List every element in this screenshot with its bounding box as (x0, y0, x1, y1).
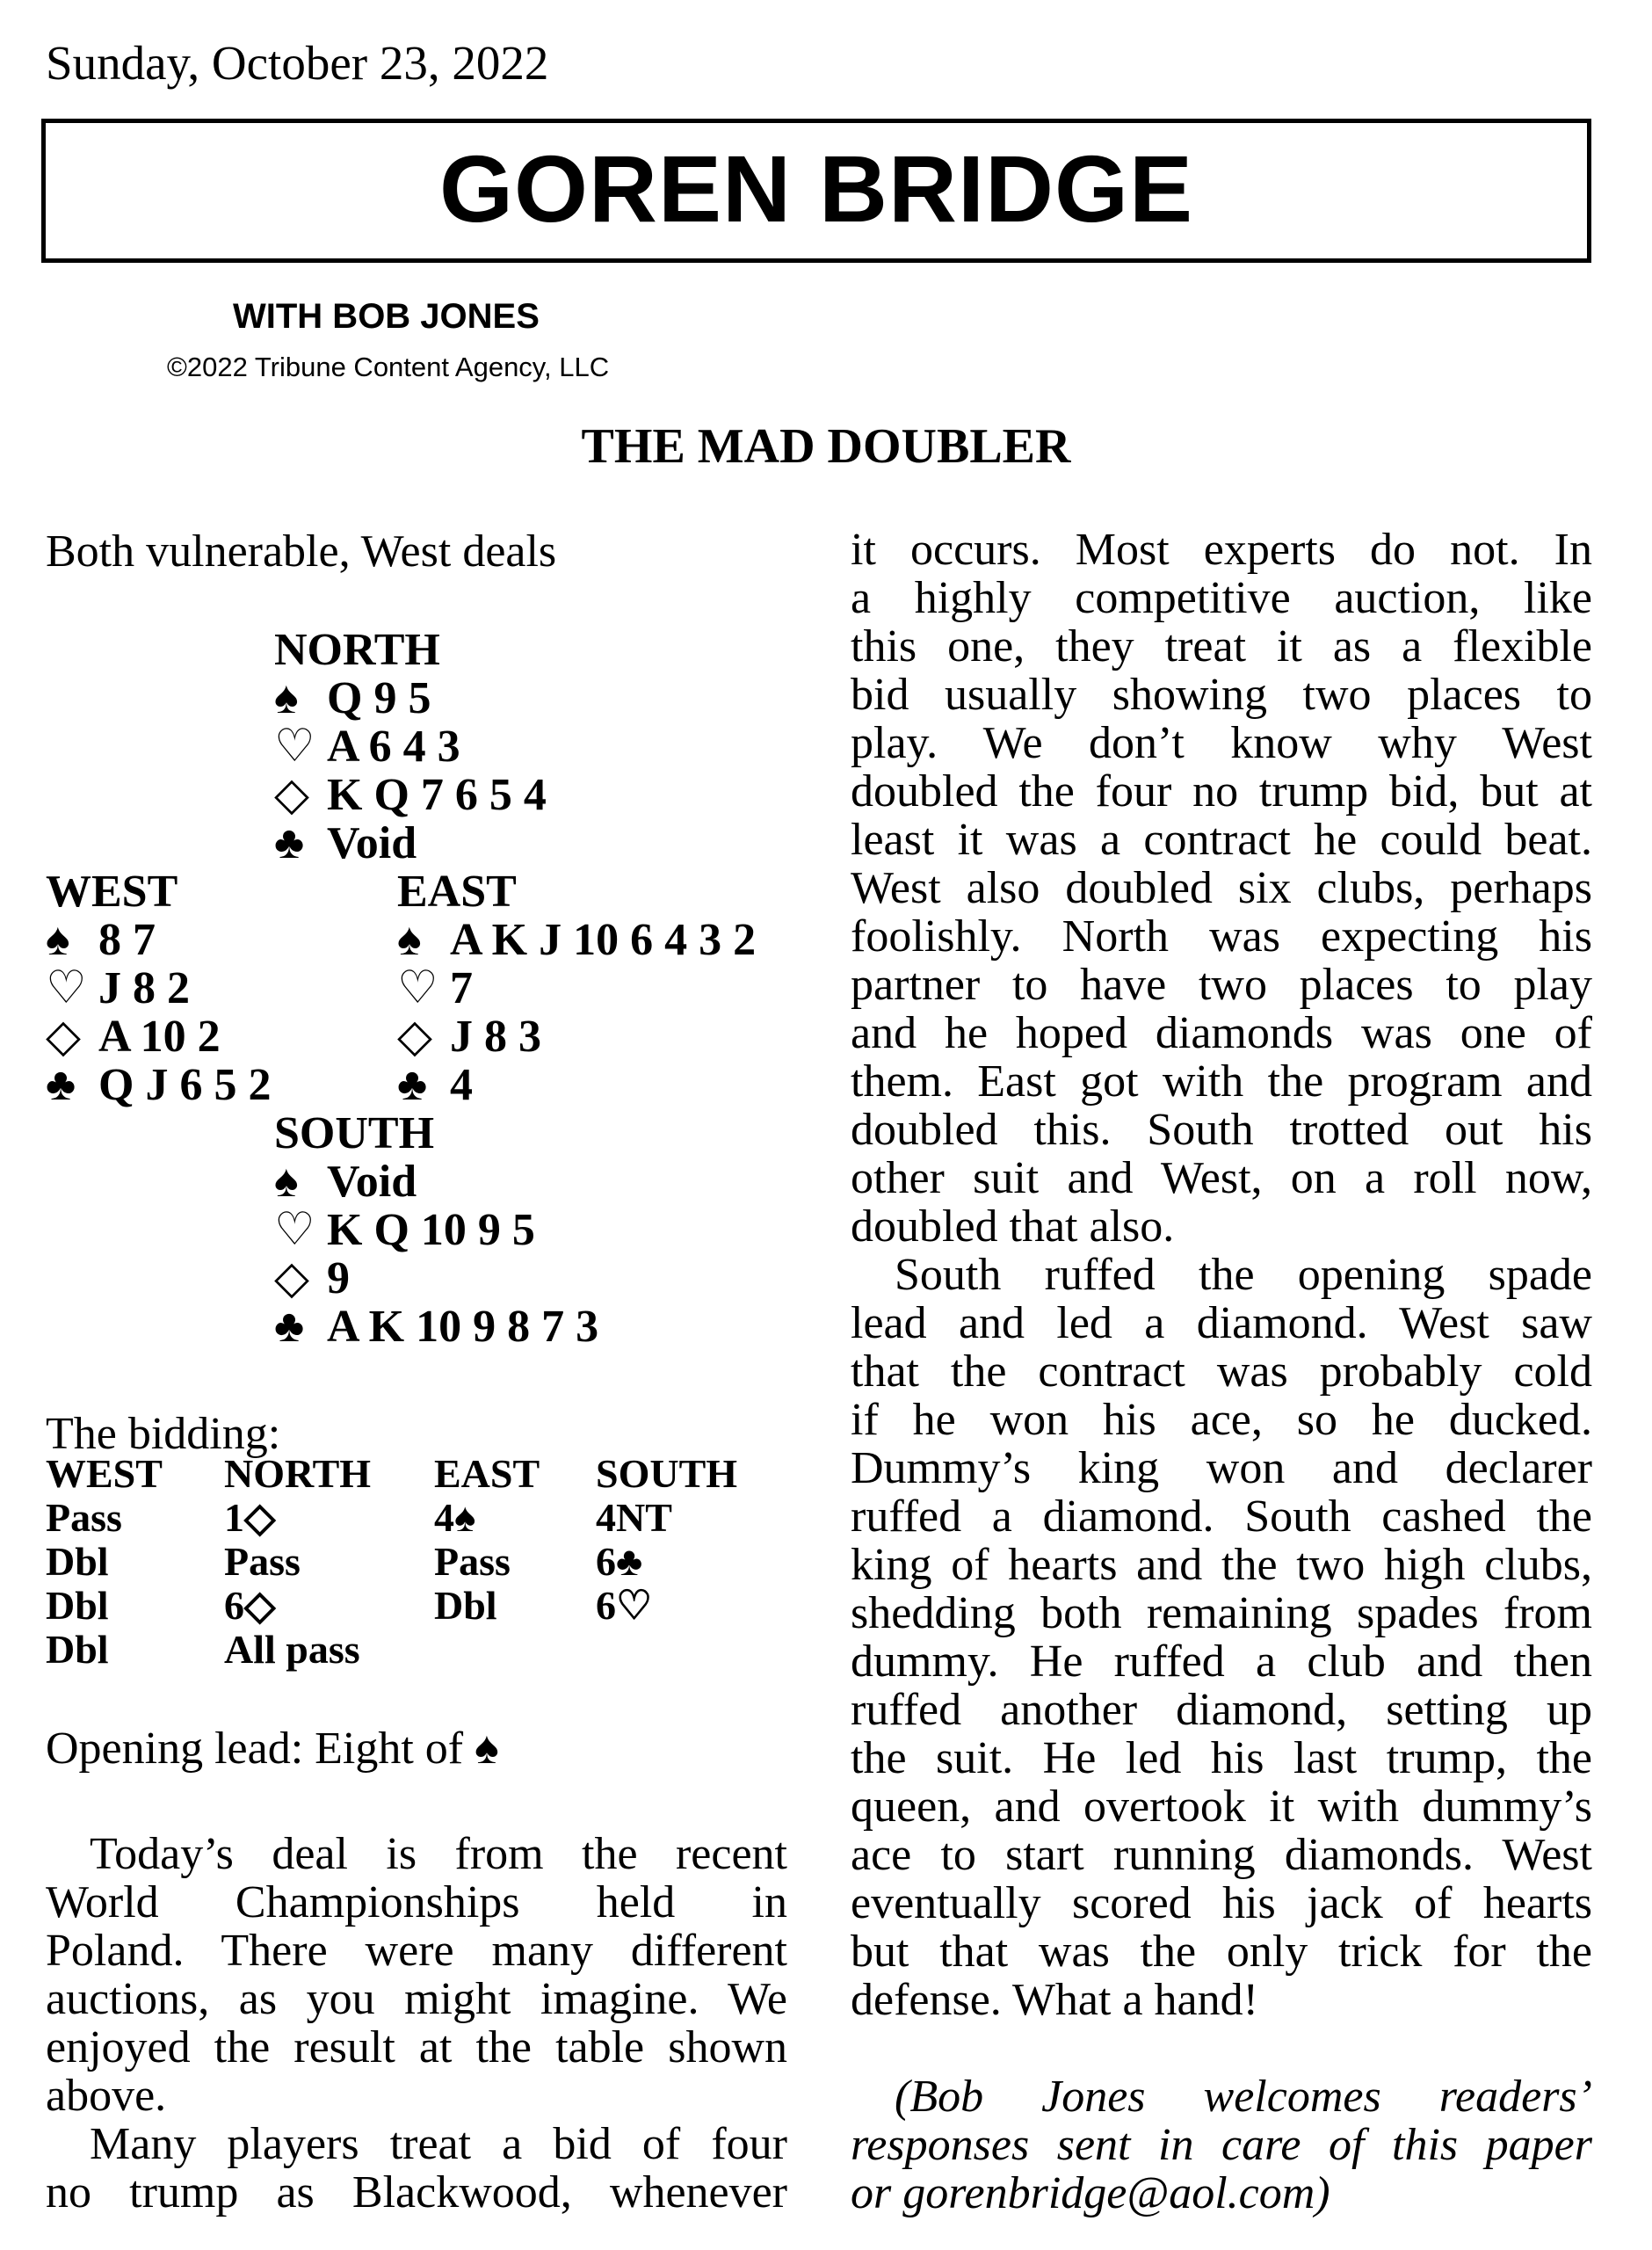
masthead-box (41, 119, 1591, 263)
bid-cell: Dbl (46, 1539, 109, 1584)
club-icon: ♣ (397, 1060, 428, 1110)
diamond-icon: ◇ (274, 1253, 309, 1303)
closing-note-line: (Bob Jones welcomes readers’ (895, 2072, 1592, 2122)
body-line: ruffed another diamond, setting up (851, 1686, 1592, 1735)
club-icon: ♣ (274, 818, 305, 868)
body-line: enjoyed the result at the table shown (46, 2023, 787, 2072)
body-line: and he hoped diamonds was one of (851, 1009, 1592, 1058)
body-line: but that was the only trick for the (851, 1927, 1592, 1977)
column-title: GOREN BRIDGE (438, 134, 1194, 242)
bid-cell: Pass (46, 1495, 122, 1540)
body-line: no trump as Blackwood, whenever (46, 2168, 787, 2217)
body-line: doubled this. South trotted out his (851, 1106, 1592, 1155)
closing-note-line: or gorenbridge@aol.com) (851, 2169, 1330, 2218)
opening-lead: Opening lead: Eight of ♠ (46, 1724, 499, 1774)
east-diamonds: J 8 3 (450, 1012, 541, 1062)
bid-cell: 4♠ (434, 1495, 476, 1540)
deal-info: Both vulnerable, West deals (46, 526, 557, 577)
body-line: auctions, as you might imagine. We (46, 1975, 787, 2024)
body-line: play. We don’t know why West (851, 719, 1592, 768)
east-hearts: 7 (450, 963, 473, 1013)
bid-cell: 1◇ (224, 1495, 276, 1540)
bid-cell: 6♡ (596, 1583, 653, 1628)
diamond-icon: ◇ (46, 1012, 81, 1062)
body-line: a highly competitive auction, like (851, 574, 1592, 623)
diamond-icon: ◇ (397, 1012, 432, 1062)
bidding-header-east: EAST (434, 1451, 540, 1496)
bidding-row (46, 1584, 801, 1628)
body-line: the suit. He led his last trump, the (851, 1734, 1592, 1783)
heart-icon: ♡ (274, 722, 315, 772)
body-line: it occurs. Most experts do not. In (851, 526, 1592, 575)
bidding-row (46, 1628, 801, 1672)
body-line: dummy. He ruffed a club and then (851, 1637, 1592, 1687)
body-line: least it was a contract he could beat. (851, 816, 1592, 865)
body-line: defense. What a hand! (851, 1976, 1258, 2025)
body-line: above. (46, 2072, 167, 2121)
north-diamonds: K Q 7 6 5 4 (327, 770, 547, 820)
bidding-row (46, 1540, 801, 1584)
body-line: queen, and overtook it with dummy’s (851, 1782, 1592, 1832)
club-icon: ♣ (274, 1302, 305, 1352)
bid-cell: Dbl (46, 1583, 109, 1628)
west-clubs: Q J 6 5 2 (98, 1060, 272, 1110)
heart-icon: ♡ (274, 1205, 315, 1255)
east-label: EAST (397, 867, 517, 917)
body-line: South ruffed the opening spade (895, 1251, 1592, 1300)
spade-icon: ♠ (274, 1157, 299, 1207)
east-spades: A K J 10 6 4 3 2 (450, 915, 757, 965)
body-line: ace to start running diamonds. West (851, 1831, 1592, 1880)
bid-cell: Dbl (46, 1627, 109, 1672)
body-line: partner to have two places to play (851, 961, 1592, 1010)
west-hand (46, 867, 271, 1109)
bidding-row (46, 1496, 801, 1540)
south-hand (274, 1109, 598, 1351)
east-clubs: 4 (450, 1060, 473, 1110)
body-line: that the contract was probably cold (851, 1347, 1592, 1397)
heart-icon: ♡ (46, 963, 87, 1013)
south-label: SOUTH (274, 1108, 435, 1158)
body-line: eventually scored his jack of hearts (851, 1879, 1592, 1928)
spade-icon: ♠ (46, 915, 70, 965)
bidding-header-north: NORTH (224, 1451, 372, 1496)
east-hand (397, 867, 756, 1109)
south-clubs: A K 10 9 8 7 3 (327, 1302, 599, 1352)
bidding-header-west: WEST (46, 1451, 163, 1496)
body-line: doubled the four no trump bid, but at (851, 767, 1592, 817)
bidding-table (46, 1452, 801, 1672)
south-diamonds: 9 (327, 1253, 350, 1303)
bidding-header-row (46, 1452, 801, 1496)
article-headline: THE MAD DOUBLER (581, 419, 1071, 474)
copyright-notice: ©2022 Tribune Content Agency, LLC (167, 352, 610, 382)
bid-cell: 6♣ (596, 1539, 643, 1584)
south-spades: Void (327, 1157, 417, 1207)
body-line: other suit and West, on a roll now, (851, 1154, 1592, 1203)
byline: WITH BOB JONES (233, 297, 540, 336)
body-line: Dummy’s king won and declarer (851, 1444, 1592, 1493)
spade-icon: ♠ (274, 673, 299, 723)
body-line: Many players treat a bid of four (90, 2120, 787, 2169)
west-spades: 8 7 (98, 915, 156, 965)
body-line: if he won his ace, so he ducked. (851, 1396, 1592, 1445)
south-hearts: K Q 10 9 5 (327, 1205, 535, 1255)
body-line: them. East got with the program and (851, 1057, 1592, 1107)
bidding-header-south: SOUTH (596, 1451, 738, 1496)
north-hand (274, 626, 547, 867)
club-icon: ♣ (46, 1060, 76, 1110)
bid-cell: 4NT (596, 1495, 672, 1540)
spade-icon: ♠ (397, 915, 422, 965)
body-line: Poland. There were many different (46, 1927, 787, 1976)
column-date: Sunday, October 23, 2022 (46, 36, 549, 90)
bid-cell: Pass (434, 1539, 511, 1584)
north-spades: Q 9 5 (327, 673, 431, 723)
west-label: WEST (46, 867, 178, 917)
west-diamonds: A 10 2 (98, 1012, 221, 1062)
bidding-label: The bidding: (46, 1409, 281, 1459)
bid-cell: Dbl (434, 1583, 497, 1628)
bid-cell: All pass (224, 1627, 360, 1672)
north-label: NORTH (274, 625, 440, 675)
diamond-icon: ◇ (274, 770, 309, 820)
body-line: lead and led a diamond. West saw (851, 1299, 1592, 1348)
body-line: foolishly. North was expecting his (851, 912, 1592, 962)
closing-note-line: responses sent in care of this paper (851, 2121, 1592, 2170)
west-hearts: J 8 2 (98, 963, 190, 1013)
bid-cell: 6◇ (224, 1583, 276, 1628)
body-line: this one, they treat it as a flexible (851, 622, 1592, 671)
body-line: shedding both remaining spades from (851, 1589, 1592, 1638)
heart-icon: ♡ (397, 963, 438, 1013)
north-clubs: Void (327, 818, 417, 868)
bid-cell: Pass (224, 1539, 301, 1584)
body-line: king of hearts and the two high clubs, (851, 1541, 1592, 1590)
body-line: West also doubled six clubs, perhaps (851, 864, 1592, 913)
body-line: doubled that also. (851, 1202, 1175, 1252)
body-line: bid usually showing two places to (851, 671, 1592, 720)
body-line: World Championships held in (46, 1878, 787, 1927)
north-hearts: A 6 4 3 (327, 722, 460, 772)
body-line: Today’s deal is from the recent (90, 1830, 787, 1879)
body-line: ruffed a diamond. South cashed the (851, 1492, 1592, 1542)
